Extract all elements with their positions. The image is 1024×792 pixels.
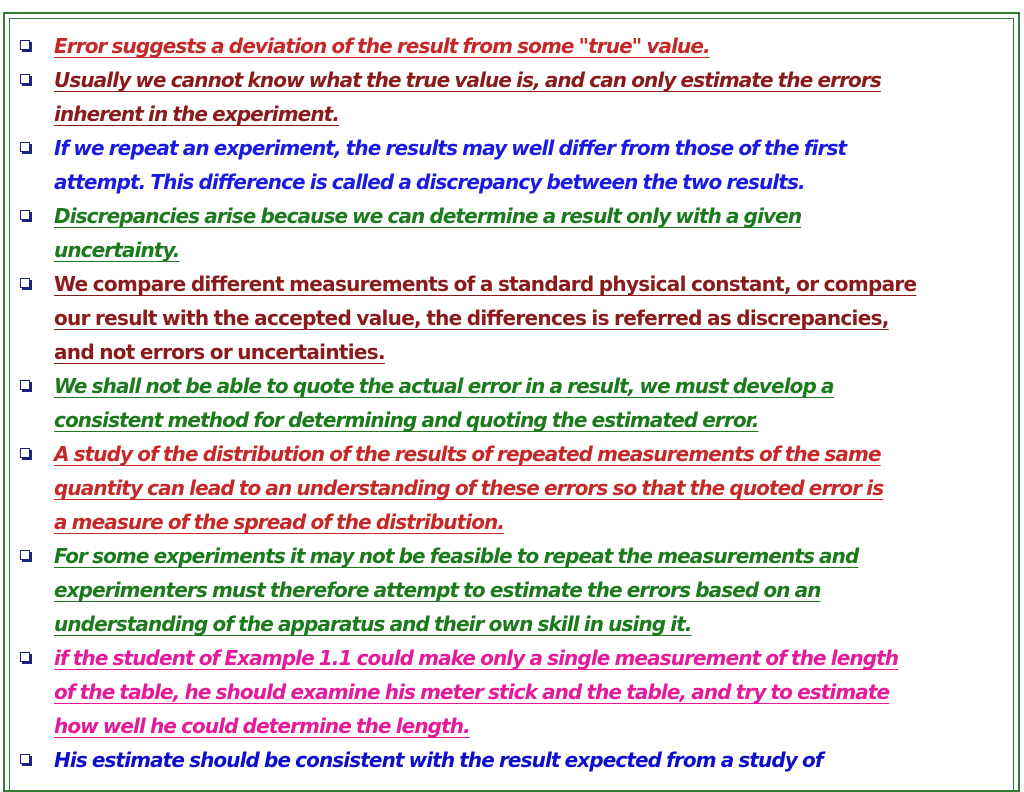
bullet-line: how well he could determine the length. [54, 714, 470, 738]
bullet-line: We shall not be able to quote the actual error in a result, we must develop a [54, 374, 834, 398]
checkbox-bullet-icon [20, 278, 30, 288]
bullet-line: our result with the accepted value, the differences is referred as discrepancies, [54, 306, 889, 330]
checkbox-bullet-icon [20, 40, 30, 50]
bullet-error-definition [16, 29, 1020, 63]
bullet-example-student [16, 641, 1020, 743]
checkbox-bullet-icon [20, 142, 30, 152]
bullet-line: If we repeat an experiment, the results may well differ from those of the first [54, 136, 847, 160]
bullet-line: experimenters must therefore attempt to estimate the errors based on an [54, 578, 821, 602]
bullet-line: attempt. This difference is called a discrepancy between the two results. [54, 170, 805, 194]
bullet-line: Usually we cannot know what the true value is, and can only estimate the errors [54, 68, 881, 92]
bullet-line: Error suggests a deviation of the result from some "true" value. [54, 34, 710, 58]
bullet-line: We compare different measurements of a standard physical constant, or compare [54, 272, 917, 296]
bullet-list [16, 29, 1020, 777]
checkbox-bullet-icon [20, 74, 30, 84]
bullet-line: and not errors or uncertainties. [54, 340, 385, 364]
bullet-compare-measurements [16, 267, 1020, 369]
bullet-line: Discrepancies arise because we can determine a result only with a given [54, 204, 802, 228]
bullet-line: of the table, he should examine his meter stick and the table, and try to estimate [54, 680, 890, 704]
bullet-estimated-error [16, 369, 1020, 437]
bullet-single-measurement-experiments [16, 539, 1020, 641]
checkbox-bullet-icon [20, 754, 30, 764]
bullet-discrepancies-arise [16, 199, 1020, 267]
bullet-estimate-consistent [16, 743, 1020, 777]
bullet-line: A study of the distribution of the results of repeated measurements of the same [54, 442, 881, 466]
checkbox-bullet-icon [20, 380, 30, 390]
checkbox-bullet-icon [20, 652, 30, 662]
bullet-line: inherent in the experiment. [54, 102, 340, 126]
checkbox-bullet-icon [20, 210, 30, 220]
slide-frame [3, 12, 1020, 792]
checkbox-bullet-icon [20, 448, 30, 458]
bullet-line: His estimate should be consistent with the result expected from a study of [54, 748, 823, 772]
bullet-line: a measure of the spread of the distribution. [54, 510, 505, 534]
bullet-true-value [16, 63, 1020, 131]
bullet-line: understanding of the apparatus and their own skill in using it. [54, 612, 692, 636]
bullet-line: quantity can lead to an understanding of these errors so that the quoted error is [54, 476, 884, 500]
bullet-line: if the student of Example 1.1 could make only a single measurement of the length [54, 646, 899, 670]
bullet-line: consistent method for determining and quoting the estimated error. [54, 408, 759, 432]
bullet-repeat-experiment [16, 131, 1020, 199]
bullet-line: For some experiments it may not be feasible to repeat the measurements and [54, 544, 859, 568]
checkbox-bullet-icon [20, 550, 30, 560]
bullet-distribution-study [16, 437, 1020, 539]
bullet-line: uncertainty. [54, 238, 180, 262]
slide-inner-border [9, 18, 1014, 790]
